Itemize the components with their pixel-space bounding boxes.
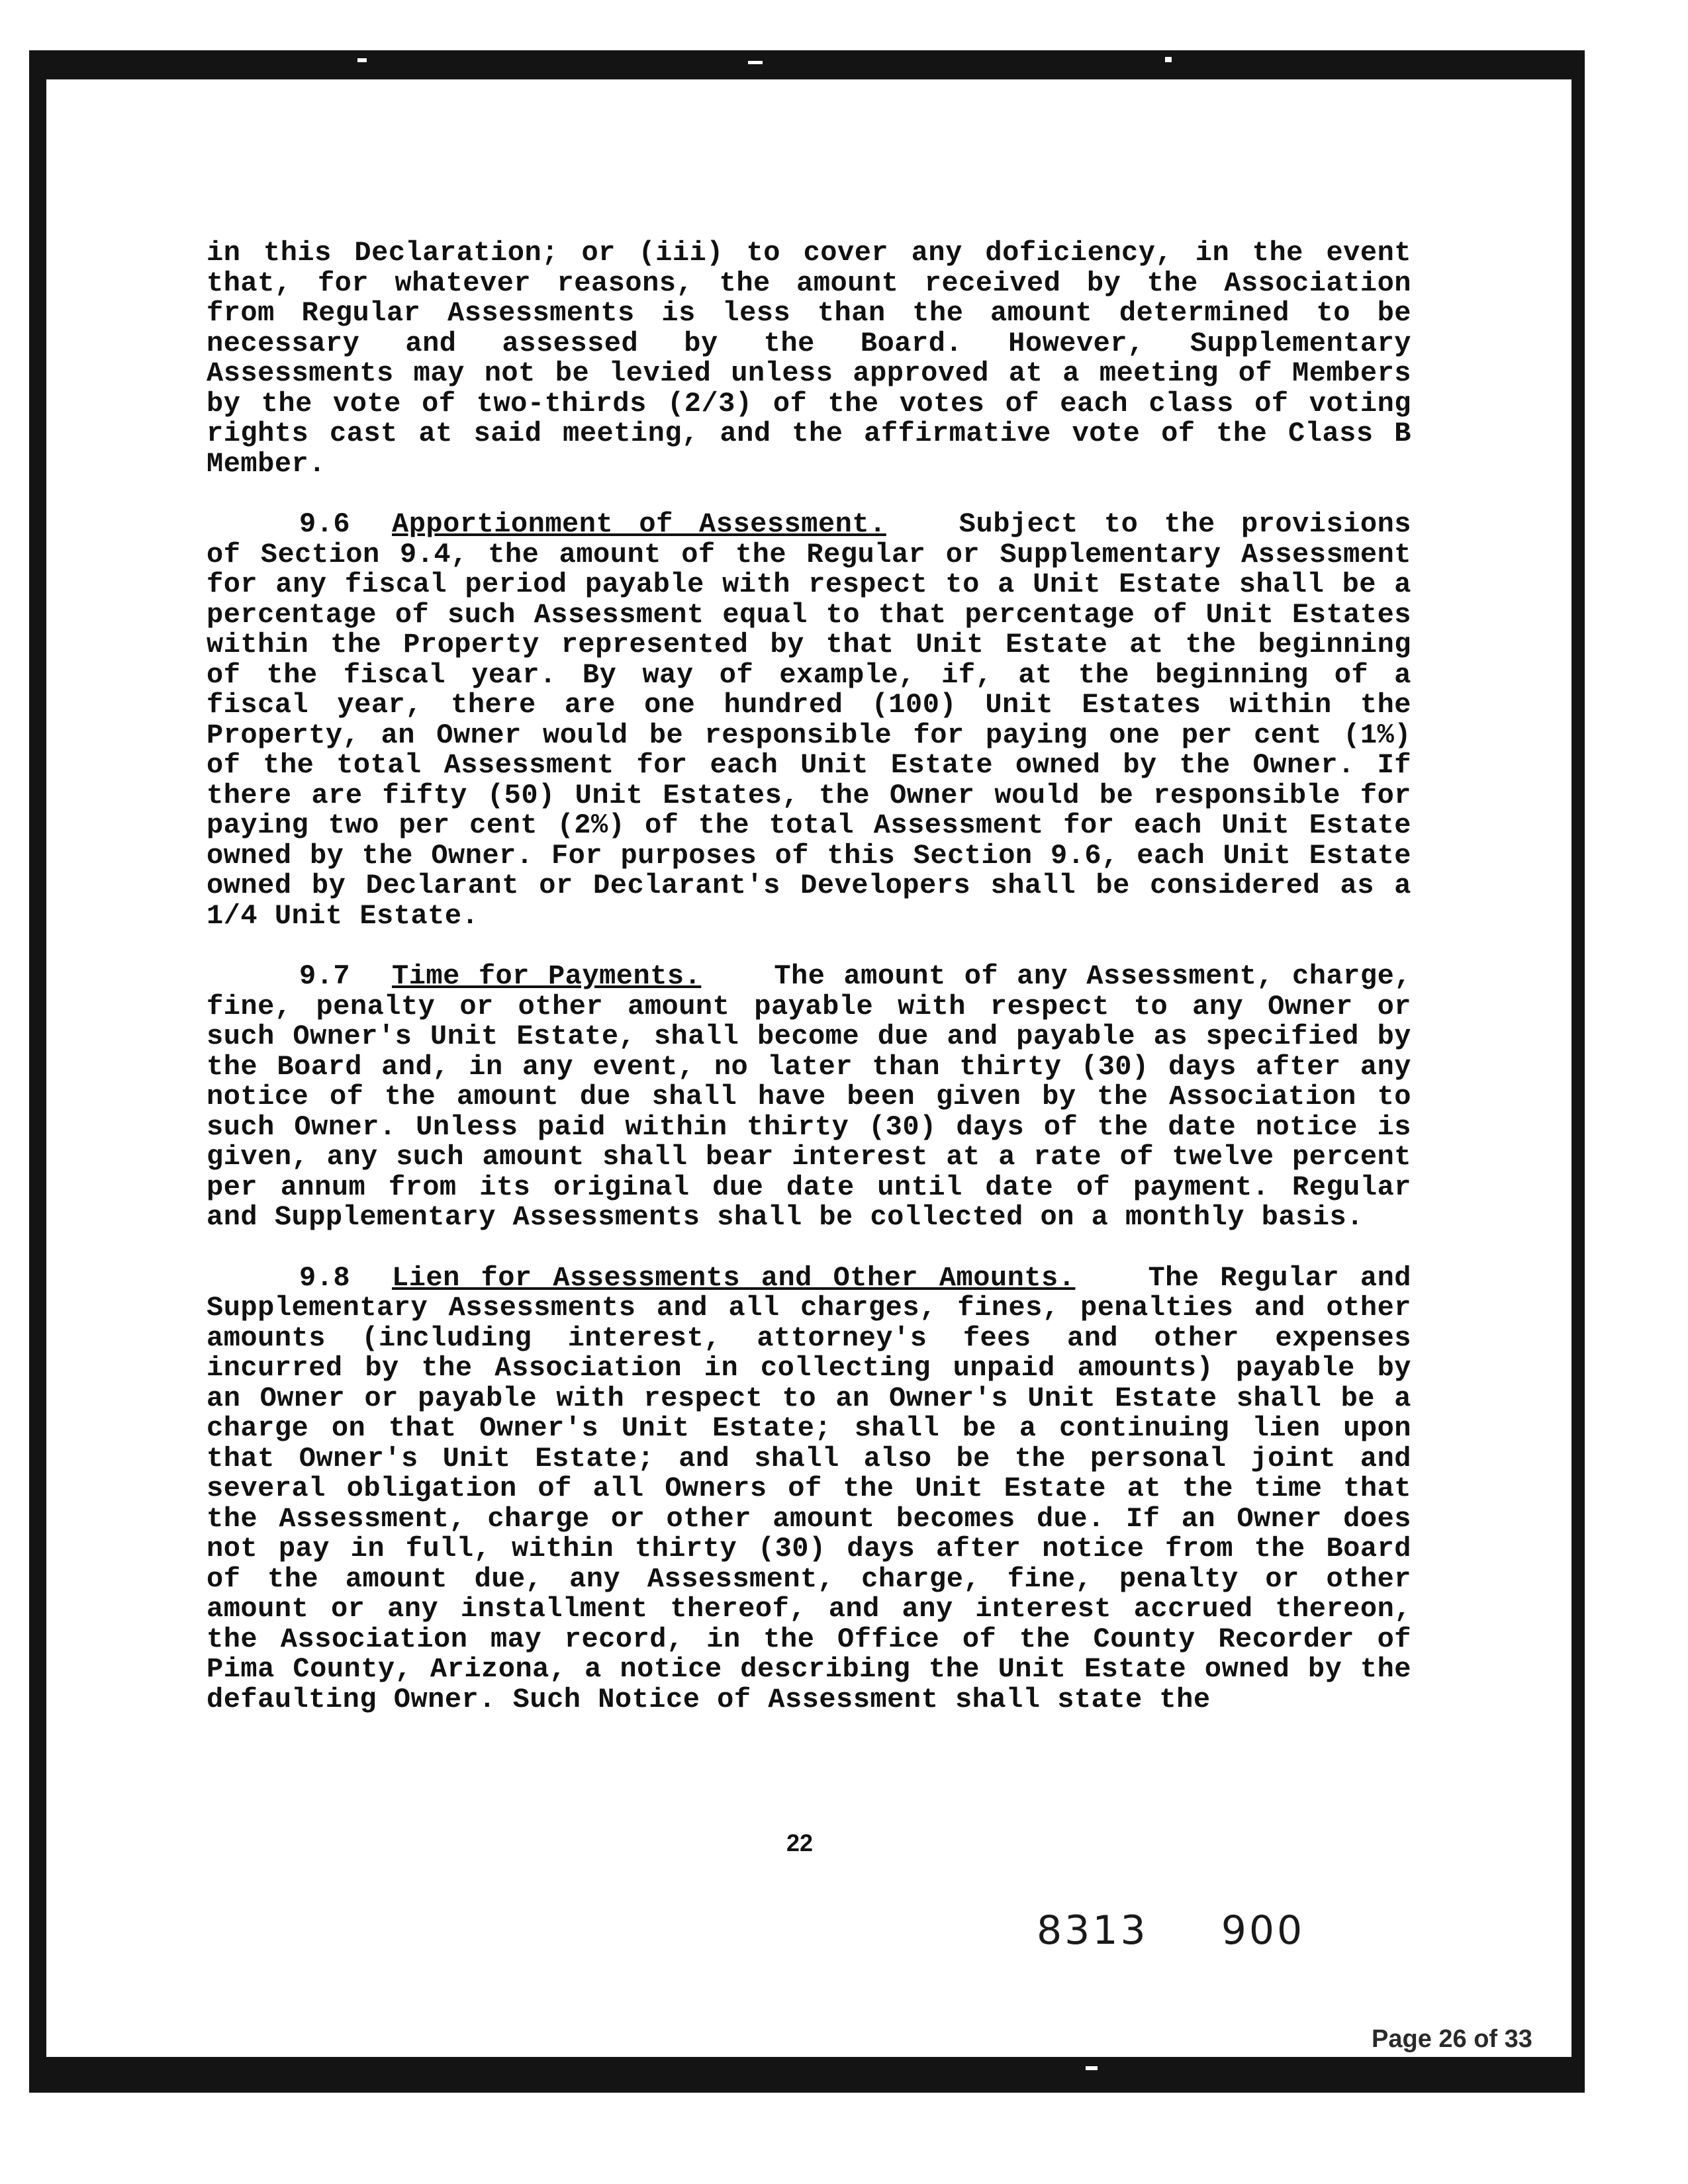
section-9-7	[207, 962, 1411, 1233]
section-heading: Lien for Assessments and Other Amounts.	[392, 1261, 1076, 1294]
page-number: 22	[786, 1829, 814, 1856]
recording-number	[1037, 1907, 1378, 1954]
section-9-8	[207, 1263, 1411, 1715]
paragraph-text: The amount of any Assessment, charge, fine, penalty or other amount payable with respect to any Owner or such Owner's Unit Estate, shall become due and payable as specified by the Board and, in any event, no later than thirty (30) days after any notice of the amount due shall have been given by the Association to such Owner. Unless paid within thirty (30) days of the date notice is given, any such amount shall bear interest at a rate of twelve percent per annum from its original due date until date of payment. Regular and Supplementary Assessments shall be collected on a monthly basis.	[207, 960, 1411, 1233]
paragraph-text: The Regular and Supplementary Assessments and all charges, fines, penalties and other amounts (including interest, attorney's fees and other expenses incurred by the Association in collecting unpaid amounts) payable by an Owner or payable with respect to an Owner's Unit Estate shall be a charge on that Owner's Unit Estate; shall be a continuing lien upon that Owner's Unit Estate; and shall also be the personal joint and several obligation of all Owners of the Unit Estate at the time that the Assessment, charge or other amount becomes due. If an Owner does not pay in full, within thirty (30) days after notice from the Board of the amount due, any Assessment, charge, fine, penalty or other amount or any installment thereof, and any interest accrued thereon, the Association may record, in the Office of the County Recorder of Pima County, Arizona, a notice describing the Unit Estate owned by the defaulting Owner. Such Notice of Assessment shall state the	[207, 1261, 1412, 1715]
section-number: 9.6	[299, 508, 351, 540]
section-heading: Apportionment of Assessment.	[392, 508, 886, 540]
paragraph-text: Subject to the provisions of Section 9.4, the amount of the Regular or Supplementary Assessment for any fiscal period payable with respect to a Unit Estate shall be a percentage of such Assessment equal to that percentage of Unit Estates within the Property represented by that Unit Estate at the beginning of the fiscal year. By way of example, if, at the beginning of a fiscal year, there are one hundred (100) Unit Estates within the Property, an Owner would be responsible for paying one per cent (1%) of the total Assessment for each Unit Estate owned by the Owner. If there are fifty (50) Unit Estates, the Owner would be responsible for paying two per cent (2%) of the total Assessment for each Unit Estate owned by the Owner. For purposes of this Section 9.6, each Unit Estate owned by Declarant or Declarant's Developers shall be considered as a 1/4 Unit Estate.	[207, 508, 1412, 932]
scan-speck	[748, 61, 763, 64]
section-heading: Time for Payments.	[392, 960, 702, 992]
scan-speck	[357, 58, 367, 62]
section-9-6	[207, 510, 1411, 931]
paragraph-text: in this Declaration; or (iii) to cover any doficiency, in the event that, for whatever reasons, the amount received by the Association from Regular Assessments is less than the amount determined to be necessary and assessed by the Board. However, Supplementary Assessments may not be levied unless approved at a meeting of Members by the vote of two-thirds (2/3) of the votes of each class of voting rights cast at said meeting, and the affirmative vote of the Class B Member.	[207, 237, 1411, 480]
section-number: 9.8	[299, 1261, 351, 1294]
scan-speck	[1165, 57, 1172, 62]
scan-border-right	[1571, 50, 1585, 2092]
page-footer: Page 26 of 33	[1372, 2025, 1532, 2053]
recording-page: 900	[1221, 1907, 1305, 1954]
section-number: 9.7	[299, 960, 351, 992]
document-body	[207, 238, 1411, 1745]
scan-border-bottom	[29, 2057, 1585, 2093]
paragraph-continuation	[207, 238, 1411, 479]
scan-border-top	[29, 50, 1585, 79]
recording-docket: 8313	[1037, 1907, 1149, 1954]
scan-speck	[1086, 2066, 1098, 2070]
scan-border-left	[29, 50, 46, 2092]
